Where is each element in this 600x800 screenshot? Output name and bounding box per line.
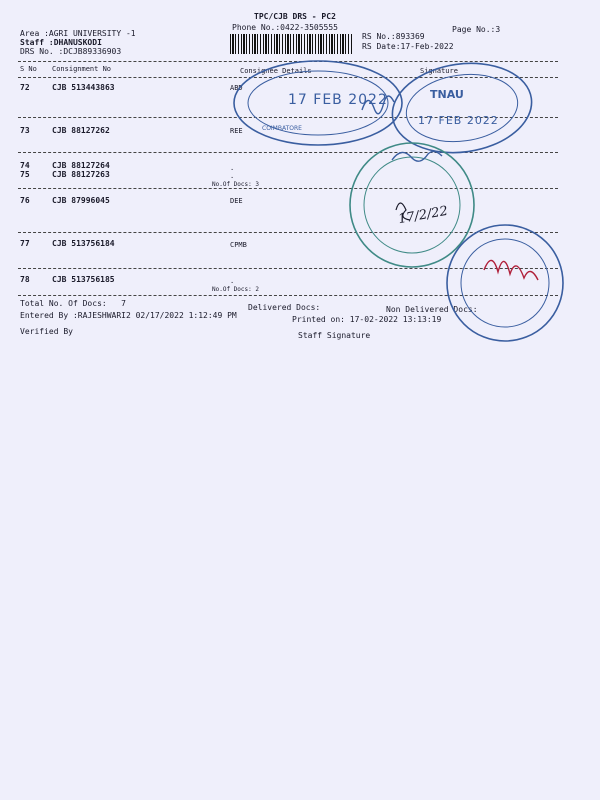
doc-title: TPC/CJB DRS - PC2 (254, 12, 336, 21)
row-details: ABD (230, 84, 243, 92)
bullet-mark: · (230, 166, 235, 174)
row-details: CPMB (230, 241, 247, 249)
row-sno: 73 (20, 126, 30, 135)
row-details: REE (230, 127, 243, 135)
row-consignment: CJB 513756185 (52, 275, 115, 284)
row-consignment: CJB 88127262 (52, 126, 110, 135)
delivered-docs: Delivered Docs: (248, 303, 321, 312)
row-consignment: CJB 513443863 (52, 83, 115, 92)
row-consignment: CJB 87996045 (52, 196, 110, 205)
row-sno: 74 (20, 161, 30, 170)
col-sno: S No (20, 65, 37, 73)
printed-on: Printed on: 17-02-2022 13:13:19 (292, 315, 442, 324)
divider (18, 188, 558, 189)
col-consignment: Consignment No (52, 65, 112, 73)
row-sno: 76 (20, 196, 30, 205)
row-sno: 77 (20, 239, 30, 248)
divider (18, 295, 558, 296)
green-stamp-icon (350, 143, 474, 267)
tnau-stamp-icon (387, 55, 538, 162)
row-sno: 75 (20, 170, 30, 179)
barcode (230, 34, 352, 54)
verified-by: Verified By (20, 327, 73, 336)
divider (18, 268, 558, 269)
bullet-mark: · (230, 174, 235, 182)
phone-number: Phone No.:0422-3505555 (232, 23, 338, 32)
drs-number: DRS No. :DCJB89336903 (20, 47, 122, 56)
row-sno: 72 (20, 83, 30, 92)
entered-by: Entered By :RAJESHWARI2 02/17/2022 1:12:49 PM (20, 311, 237, 320)
divider (18, 152, 558, 153)
plant-biotech-stamp-icon (447, 225, 563, 341)
docs-count: No.Of Docs: 2 (212, 286, 259, 293)
row-sno: 78 (20, 275, 30, 284)
area-label: Area :AGRI UNIVERSITY -1 (20, 29, 136, 38)
bullet-mark: · (230, 279, 235, 287)
staff-label: Staff :DHANUSKODI (20, 38, 102, 47)
stamp-city: COIMBATORE (262, 125, 302, 132)
page-number: Page No.:3 (452, 25, 501, 34)
stamp-date: 17 FEB 2022 (288, 92, 388, 108)
stamp-tnau: TNAU (430, 88, 464, 101)
total-docs: Total No. Of Docs: 7 (20, 299, 126, 308)
staff-signature-label: Staff Signature (298, 331, 371, 340)
handwritten-date: 17/2/22 (397, 203, 450, 228)
signature-scribble-icon (484, 260, 538, 280)
row-consignment: CJB 513756184 (52, 239, 115, 248)
divider (18, 232, 558, 233)
docs-count: No.Of Docs: 3 (212, 181, 259, 188)
stamp-date: 17 FEB 2022 (418, 114, 499, 127)
row-consignment: CJB 88127264 (52, 161, 110, 170)
rs-date: RS Date:17-Feb-2022 (362, 42, 454, 51)
rs-number: RS No.:893369 (362, 32, 425, 41)
divider (18, 61, 558, 62)
col-consignee: Consignee Details (240, 67, 312, 75)
row-details: DEE (230, 197, 243, 205)
divider (18, 77, 558, 78)
non-delivered-docs: Non Delivered Docs: (386, 305, 478, 314)
col-signature: Signature (420, 67, 458, 75)
row-consignment: CJB 88127263 (52, 170, 110, 179)
